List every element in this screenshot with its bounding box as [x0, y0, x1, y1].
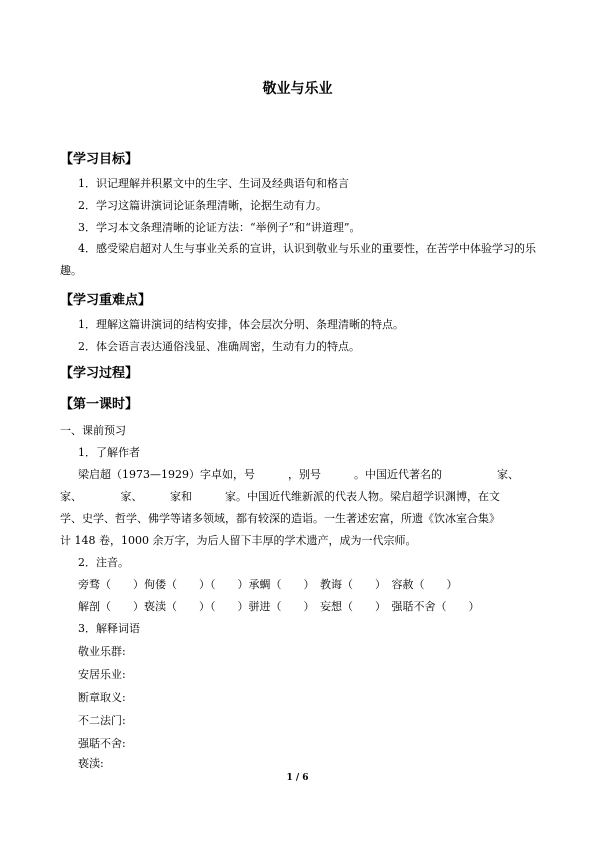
keypoint-item: 1．理解这篇讲演词的结构安排，体会层次分明、条理清晰的特点。 — [78, 318, 404, 331]
section-heading-process: 【学习过程】 — [60, 366, 139, 381]
goal-item: 3．学习本文条理清晰的论证方法：“举例子”和“讲道理”。 — [78, 221, 361, 234]
page-number: 1 / 6 — [286, 773, 309, 783]
vocab-item: 不二法门: — [78, 714, 126, 727]
keypoint-item: 2．体会语言表达通俗浅显、准确周密，生动有力的特点。 — [78, 340, 360, 353]
goal-item: 4．感受梁启超对人生与事业关系的宣讲，认识到敬业与乐业的重要性，在苦学中体验学习的乐趣。 — [60, 242, 536, 277]
vocab-item: 亵渎: — [78, 757, 104, 770]
preview-heading: 一、课前预习 — [60, 424, 126, 437]
vocab-item: 强聒不舍: — [78, 737, 126, 750]
author-text-line: 家、 家、 家和 家。中国近代维新派的代表人物。梁启超学识渊博，在文 — [60, 490, 500, 503]
section-heading-lesson1: 【第一课时】 — [60, 397, 139, 412]
goal-item: 2．学习这篇讲演词论证条理清晰，论据生动有力。 — [78, 199, 327, 212]
vocab-item: 安居乐业: — [78, 668, 126, 681]
author-text-line: 学、史学、哲学、佛学等诸多领域，都有较深的造诣。一生著述宏富，所遗《饮冰室合集》 — [60, 512, 500, 525]
author-heading: 1．了解作者 — [78, 446, 140, 459]
author-text-line: 梁启超（1973—1929）字卓如，号 ，别号 。中国近代著名的 家、 — [78, 468, 519, 481]
vocab-item: 敬业乐群: — [78, 645, 126, 658]
goal-item: 1．识记理解并积累文中的生字、生词及经典语句和格言 — [78, 177, 349, 190]
section-heading-goals: 【学习目标】 — [60, 152, 139, 167]
pinyin-row: 解剖（ ）亵渎（ ）（ ）骈进（ ） 妄想（ ） 强聒不舍（ ） — [78, 600, 480, 613]
pinyin-row: 旁骛（ ）佝偻（ ）（ ）承蜩（ ） 教诲（ ） 容赦（ ） — [78, 578, 458, 591]
document-title: 敬业与乐业 — [262, 81, 333, 97]
vocab-heading: 3．解释词语 — [78, 622, 140, 635]
section-heading-keypoints: 【学习重难点】 — [60, 293, 152, 308]
pinyin-heading: 2．注音。 — [78, 556, 129, 569]
author-text-line: 计 148 卷，1000 余万字，为后人留下丰厚的学术遗产，成为一代宗师。 — [60, 534, 417, 547]
vocab-item: 断章取义: — [78, 691, 126, 704]
